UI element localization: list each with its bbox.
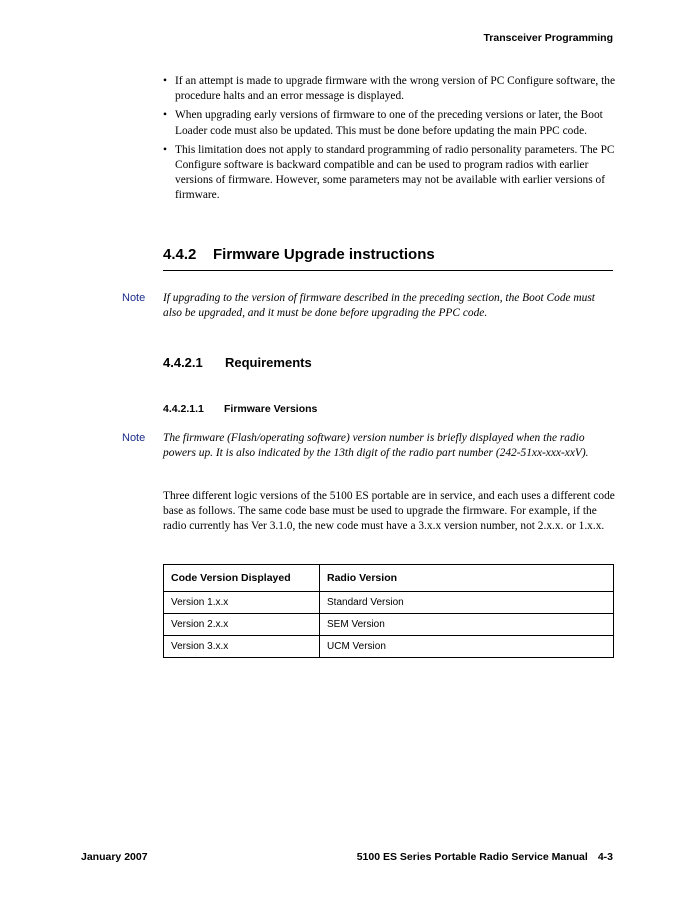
footer-page-number: 4-3 bbox=[597, 851, 613, 863]
section-number: 4.4.2 bbox=[163, 246, 197, 263]
table-row bbox=[164, 592, 614, 614]
bullet-icon: • bbox=[163, 75, 167, 87]
version-table bbox=[163, 564, 614, 658]
table-row bbox=[164, 614, 614, 636]
note-text: If upgrading to the version of firmware described in the preceding section, the Boot Code must also be upgraded, and it must be done before upgrading the PPC code. bbox=[163, 292, 595, 320]
bullet-list bbox=[163, 74, 615, 208]
footer-manual-title: 5100 ES Series Portable Radio Service Manual bbox=[356, 851, 588, 863]
table-cell: Version 1.x.x bbox=[164, 592, 320, 614]
footer-right bbox=[357, 851, 613, 863]
note-label: Note bbox=[122, 292, 146, 304]
list-item bbox=[163, 143, 615, 204]
table-cell: Standard Version bbox=[320, 592, 614, 614]
body-paragraph: Three different logic versions of the 5100 ES portable are in service, and each uses a different code base as follows. The same code base must be used to upgrade the firmware. For example, if the radio currently has Ver 3.1.0, the new code must have a 3.x.x version number, not 2.x.x. or 1.x.x. bbox=[163, 490, 615, 533]
subsubsection-heading bbox=[163, 403, 317, 415]
table-header-row bbox=[164, 565, 614, 592]
bullet-icon: • bbox=[163, 109, 167, 122]
bullet-text: When upgrading early versions of firmware to one of the preceding versions or later, the Boot Loader code must also be updated. This must be done before updating the main PPC code. bbox=[175, 109, 603, 137]
footer-date: January 2007 bbox=[81, 851, 148, 863]
table-cell: UCM Version bbox=[320, 636, 614, 658]
subsection-number: 4.4.2.1 bbox=[163, 355, 203, 370]
table-header-cell: Code Version Displayed bbox=[164, 565, 320, 592]
subsubsection-title: Firmware Versions bbox=[224, 403, 318, 415]
table-cell: SEM Version bbox=[320, 614, 614, 636]
subsection-heading bbox=[163, 355, 312, 370]
bullet-text: If an attempt is made to upgrade firmware with the wrong version of PC Configure software, the procedure halts and an error message is displayed. bbox=[175, 75, 616, 103]
table-cell: Version 2.x.x bbox=[164, 614, 320, 636]
table-row bbox=[164, 636, 614, 658]
note-text: The firmware (Flash/operating software) version number is briefly displayed when the radio powers up. It is also indicated by the 13th digit of the radio part number (242-51xx-xxx-xxV). bbox=[163, 432, 589, 460]
section-title: Firmware Upgrade instructions bbox=[213, 246, 435, 263]
page-header-title: Transceiver Programming bbox=[483, 32, 613, 44]
list-item bbox=[163, 74, 615, 104]
list-item bbox=[163, 108, 615, 138]
table-header-cell: Radio Version bbox=[320, 565, 614, 592]
bullet-text: This limitation does not apply to standard programming of radio personality parameters. The PC Configure software is backward compatible and can be used to program radios with earlier versions of firmware. However, some parameters may not be available with earlier versions of firmware. bbox=[175, 143, 615, 202]
note-label: Note bbox=[122, 432, 146, 444]
subsubsection-number: 4.4.2.1.1 bbox=[163, 403, 204, 415]
section-heading bbox=[163, 246, 613, 271]
table-cell: Version 3.x.x bbox=[164, 636, 320, 658]
bullet-icon: • bbox=[163, 143, 167, 156]
subsection-title: Requirements bbox=[225, 355, 312, 370]
